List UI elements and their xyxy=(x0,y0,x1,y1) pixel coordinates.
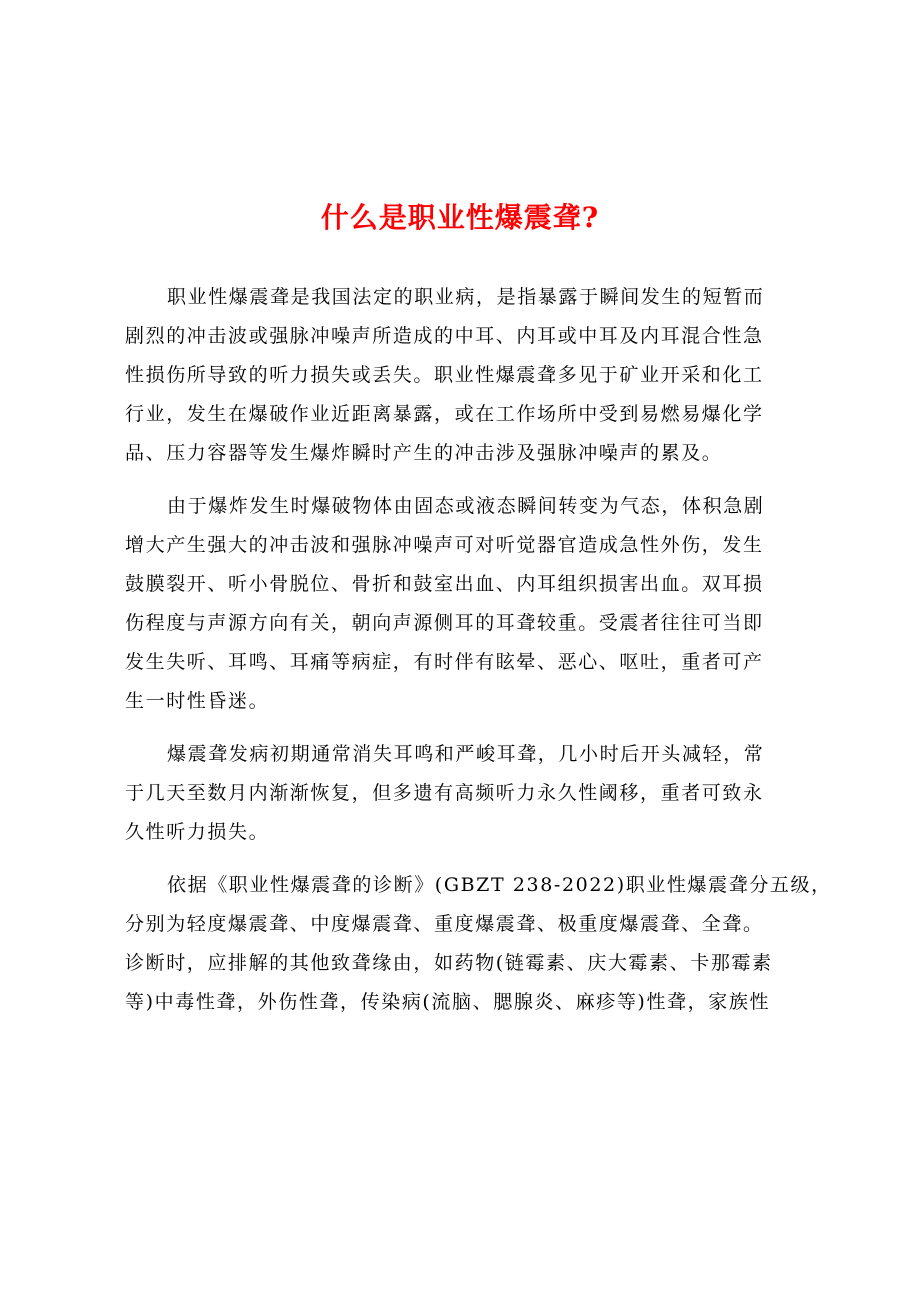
paragraph-3 xyxy=(125,735,807,852)
paragraph-2 xyxy=(125,487,807,721)
document-body xyxy=(125,278,832,1036)
page-title: 什么是职业性爆震聋? xyxy=(320,201,600,234)
paragraph-line: 伤程度与声源方向有关，朝向声源侧耳的耳聋较重。受震者往往可当即 xyxy=(125,612,764,634)
paragraph-line: 增大产生强大的冲击波和强脉冲噪声可对听觉器官造成急性外伤，发生 xyxy=(125,534,764,556)
paragraph-line: 鼓膜裂开、听小骨脱位、骨折和鼓室出血、内耳组织损害出血。双耳损 xyxy=(125,573,764,595)
paragraph-line: 品、压力容器等发生爆炸瞬时产生的冲击涉及强脉冲噪声的累及。 xyxy=(125,442,723,464)
paragraph-1 xyxy=(125,278,807,473)
paragraph-line: 性损伤所导致的听力损失或丢失。职业性爆震聋多见于矿业开采和化工 xyxy=(125,364,764,386)
paragraph-line: 爆震聋发病初期通常消失耳鸣和严峻耳聋，几小时后开头减轻，常 xyxy=(167,743,765,765)
paragraph-line: 分别为轻度爆震聋、中度爆震聋、重度爆震聋、极重度爆震聋、全聋。 xyxy=(125,913,764,935)
paragraph-line: 于几天至数月内渐渐恢复，但多遗有高频听力永久性阈移，重者可致永 xyxy=(125,782,764,804)
paragraph-line: 发生失听、耳鸣、耳痛等病症，有时伴有眩晕、恶心、呕吐，重者可产 xyxy=(125,651,764,673)
paragraph-line: 由于爆炸发生时爆破物体由固态或液态瞬间转变为气态，体积急剧 xyxy=(167,495,765,517)
paragraph-line: 诊断时，应排解的其他致聋缘由，如药物(链霉素、庆大霉素、卡那霉素 xyxy=(125,952,773,974)
paragraph-line: 依据《职业性爆震聋的诊断》(GBZT 238-2022)职业性爆震聋分五级， xyxy=(167,874,832,896)
paragraph-line: 职业性爆震聋是我国法定的职业病，是指暴露于瞬间发生的短暂而 xyxy=(167,286,765,308)
paragraph-line: 久性听力损失。 xyxy=(125,821,270,843)
paragraph-line: 剧烈的冲击波或强脉冲噪声所造成的中耳、内耳或中耳及内耳混合性急 xyxy=(125,325,764,347)
paragraph-4 xyxy=(125,866,832,1022)
paragraph-line: 生一时性昏迷。 xyxy=(125,690,270,712)
paragraph-line: 行业，发生在爆破作业近距离暴露，或在工作场所中受到易燃易爆化学 xyxy=(125,403,764,425)
paragraph-line: 等)中毒性聋，外伤性聋，传染病(流脑、腮腺炎、麻疹等)性聋，家族性 xyxy=(125,991,771,1013)
